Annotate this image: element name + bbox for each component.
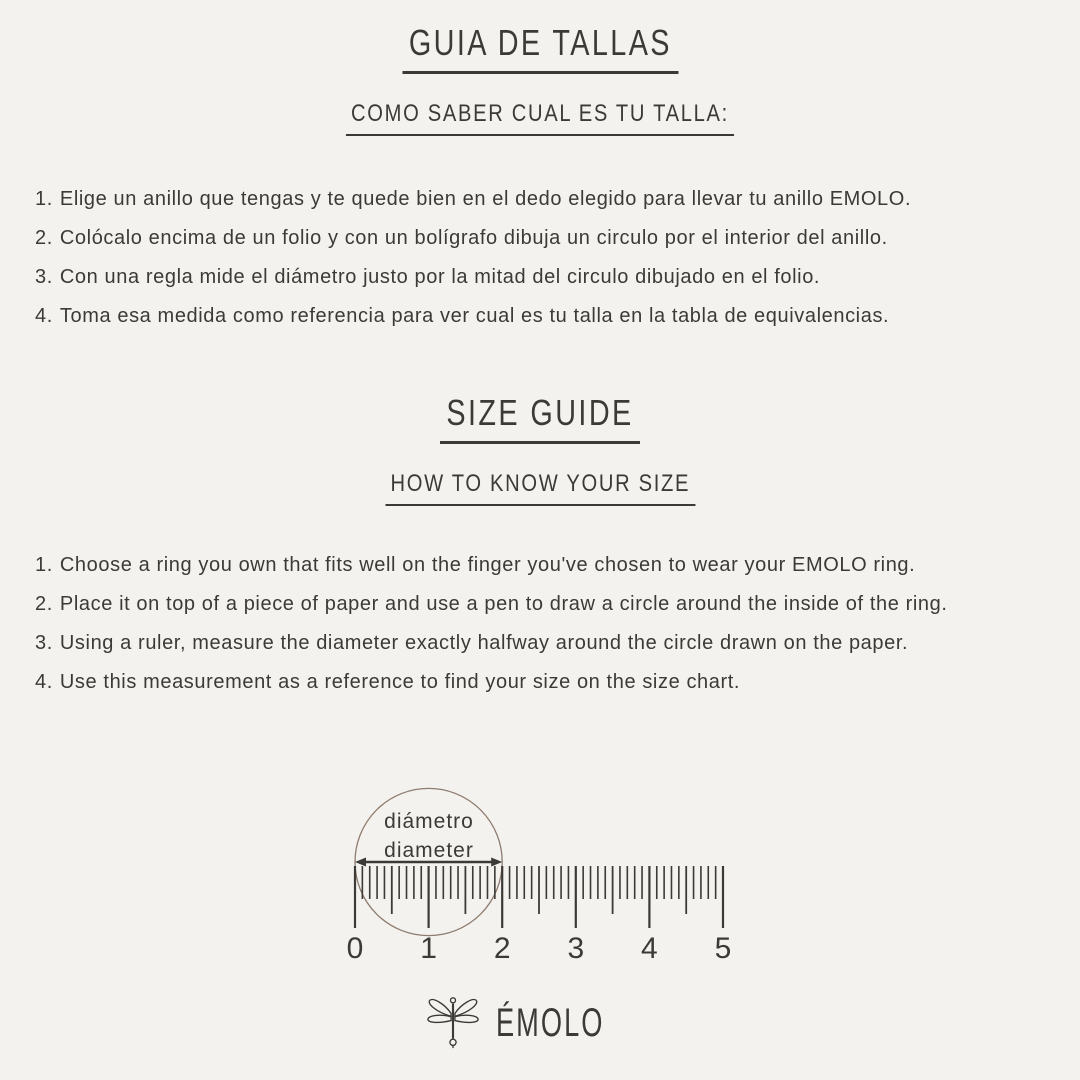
brand-logo <box>0 995 1080 1051</box>
step-number: 4. <box>35 305 53 327</box>
step-number: 2. <box>35 593 53 615</box>
ruler-ticks <box>355 866 723 928</box>
title-es: GUIA DE TALLAS <box>402 22 678 74</box>
step-item <box>35 624 1080 663</box>
step-text: Colócalo encima de un folio y con un bolígrafo dibuja un circulo por el interior del anillo. <box>59 227 888 249</box>
steps-es <box>0 180 1080 336</box>
step-number: 3. <box>35 266 53 288</box>
step-text: Con una regla mide el diámetro justo por la mitad del circulo dibujado en el folio. <box>59 266 821 288</box>
step-text: Place it on top of a piece of paper and use a pen to draw a circle around the inside of the ring. <box>59 593 948 615</box>
diameter-label: diameter <box>384 839 474 862</box>
step-text: Choose a ring you own that fits well on the finger you've chosen to wear your EMOLO ring. <box>59 554 916 576</box>
ruler-diagram <box>310 778 770 968</box>
step-item <box>35 258 1080 297</box>
step-number: 3. <box>35 632 53 654</box>
brand-name: ÉMOLO <box>496 1000 605 1045</box>
step-item <box>35 297 1080 336</box>
ruler-numbers <box>347 932 732 965</box>
subtitle-en: HOW TO KNOW YOUR SIZE <box>385 470 695 506</box>
svg-text:4: 4 <box>641 932 658 965</box>
dragonfly-icon <box>424 995 482 1051</box>
step-item <box>35 546 1080 585</box>
spanish-section-header <box>0 0 1080 74</box>
english-section-subheader <box>0 470 1080 506</box>
title-en: SIZE GUIDE <box>440 392 640 444</box>
step-item <box>35 663 1080 702</box>
step-text: Use this measurement as a reference to find your size on the size chart. <box>59 671 741 693</box>
step-item <box>35 585 1080 624</box>
svg-text:1: 1 <box>420 932 437 965</box>
step-item <box>35 180 1080 219</box>
svg-text:2: 2 <box>493 932 511 965</box>
step-text: Toma esa medida como referencia para ver cual es tu talla en la tabla de equivalencias. <box>59 305 890 327</box>
spanish-section-subheader <box>0 100 1080 136</box>
diametro-label: diámetro <box>384 810 474 833</box>
step-number: 4. <box>35 671 53 693</box>
subtitle-es: COMO SABER CUAL ES TU TALLA: <box>346 100 734 136</box>
svg-text:3: 3 <box>567 932 585 965</box>
ruler-figure <box>0 778 1080 973</box>
english-section-header <box>0 392 1080 444</box>
step-number: 1. <box>35 554 53 576</box>
steps-en <box>0 546 1080 702</box>
step-text: Elige un anillo que tengas y te quede bien en el dedo elegido para llevar tu anillo EMOLO. <box>59 188 912 210</box>
step-number: 1. <box>35 188 53 210</box>
step-item <box>35 219 1080 258</box>
svg-text:0: 0 <box>346 932 364 965</box>
step-number: 2. <box>35 227 53 249</box>
svg-text:5: 5 <box>714 932 732 965</box>
step-text: Using a ruler, measure the diameter exactly halfway around the circle drawn on the paper. <box>59 632 909 654</box>
